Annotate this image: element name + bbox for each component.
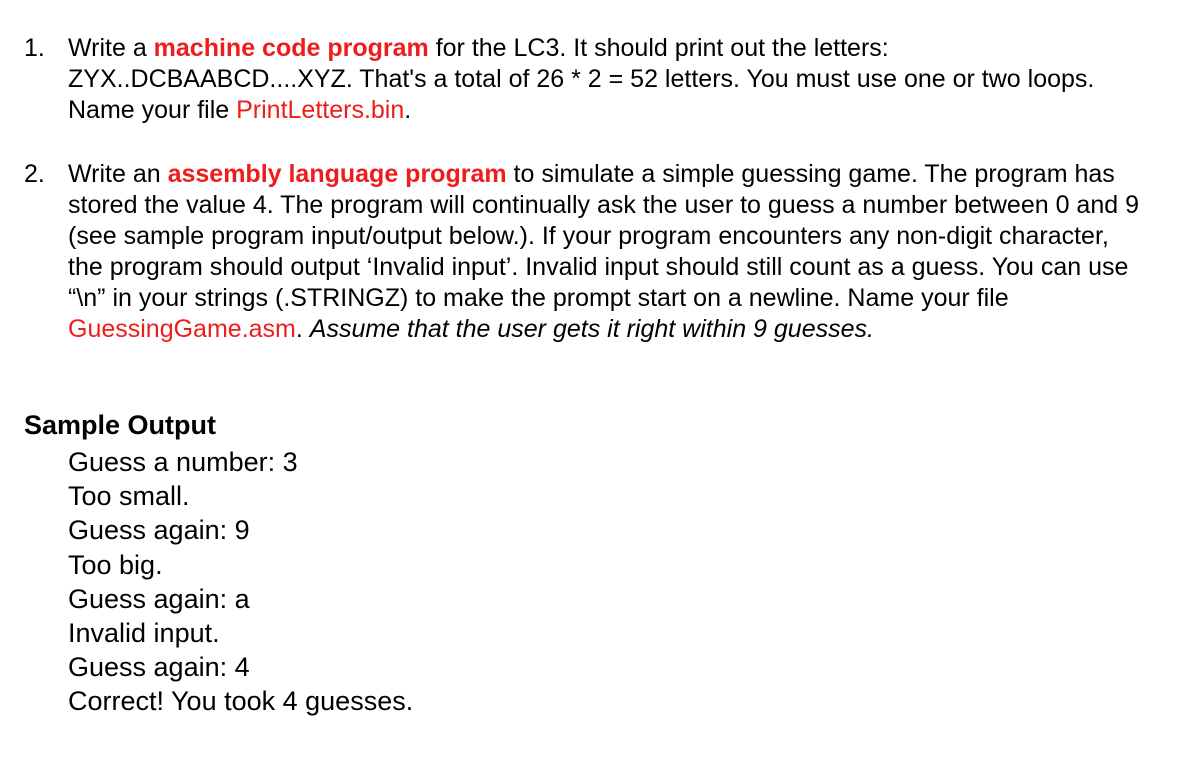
sample-output-line: Too small. — [68, 481, 190, 512]
question-2-number: 2. — [24, 160, 45, 188]
sample-output-line: Guess a number: 3 — [68, 447, 298, 477]
sample-output-heading: Sample Output — [24, 410, 217, 440]
sample-output-line: Guess again: 4 — [68, 652, 250, 683]
question-1-text-part: . — [404, 96, 412, 124]
sample-output-line: Guess again: 9 — [68, 515, 250, 546]
sample-output-line: Too big. — [68, 549, 163, 580]
guessing-game-filename: GuessingGame.asm — [68, 315, 296, 343]
sample-output-line: Invalid input. — [68, 618, 220, 649]
sample-output-line: Correct! You took 4 guesses. — [68, 686, 414, 717]
question-2-text-part: . — [295, 315, 310, 343]
question-1-text-part: Write a — [68, 34, 154, 62]
question-2-text-part: to simulate a simple guessing game. The program has stored the value 4. The program will continually ask the user to guess a number between 0 and 9 (see sample program input/output below.). If your program encounters any non-digit character, the program should output ‘Invalid input’. Invalid input should still count as a guess. You can use “\n” in your strings (.STRINGZ) to make the prompt start on a newline. Name your file — [68, 160, 1139, 312]
question-1-number: 1. — [24, 34, 45, 62]
question-1-text — [68, 33, 1144, 126]
sample-output-block — [68, 445, 413, 719]
question-2-text-part: Write an — [68, 160, 168, 188]
sample-output-line: Guess again: a — [68, 583, 250, 614]
question-2-assumption: Assume that the user gets it right within 9 guesses. — [309, 315, 874, 343]
question-1-text-part: for the LC3. It should print out the letters: ZYX..DCBAABCD....XYZ. That's a total of 26 * 2 = 52 letters. You must use one or two loops. Name your file — [68, 34, 1095, 124]
question-2 — [24, 159, 1144, 345]
print-letters-filename: PrintLetters.bin — [236, 96, 405, 124]
assembly-language-program-highlight: assembly language program — [167, 160, 507, 188]
machine-code-program-highlight: machine code program — [153, 34, 429, 62]
question-1 — [24, 33, 1144, 126]
question-2-text — [68, 159, 1144, 345]
